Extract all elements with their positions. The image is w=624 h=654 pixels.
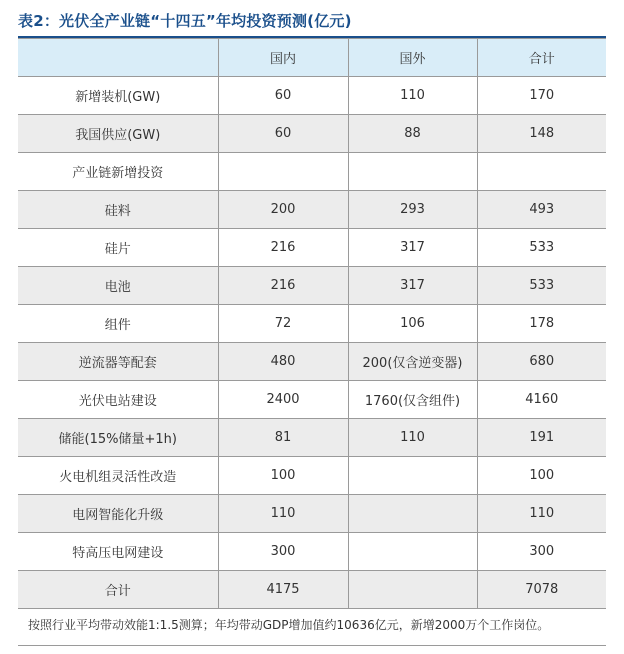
cell-foreign: 317 [348,267,477,305]
cell-domestic: 300 [218,533,348,571]
cell-domestic: 60 [218,77,348,115]
cell-total: 7078 [477,571,606,609]
cell-item-label: 我国供应(GW) [18,115,218,153]
cell-foreign: 110 [348,77,477,115]
table-row [18,305,606,343]
cell-foreign [348,533,477,571]
table-row [18,381,606,419]
table-row [18,191,606,229]
cell-total [477,153,606,191]
cell-domestic: 2400 [218,381,348,419]
cell-foreign: 293 [348,191,477,229]
cell-item-label: 火电机组灵活性改造 [18,457,218,495]
cell-total: 148 [477,115,606,153]
table-row [18,153,606,191]
cell-domestic: 100 [218,457,348,495]
cell-item-label: 特高压电网建设 [18,533,218,571]
cell-item-label: 产业链新增投资 [18,153,218,191]
cell-domestic [218,153,348,191]
cell-total: 100 [477,457,606,495]
investment-forecast-table [18,38,606,609]
table-row [18,495,606,533]
cell-foreign [348,495,477,533]
cell-item-label: 电池 [18,267,218,305]
cell-domestic: 60 [218,115,348,153]
cell-foreign: 1760(仅含组件) [348,381,477,419]
cell-total: 170 [477,77,606,115]
cell-foreign: 317 [348,229,477,267]
cell-domestic: 480 [218,343,348,381]
cell-item-label: 电网智能化升级 [18,495,218,533]
cell-item-label: 合计 [18,571,218,609]
cell-domestic: 81 [218,419,348,457]
table-row [18,267,606,305]
cell-total: 533 [477,229,606,267]
cell-item-label: 硅片 [18,229,218,267]
cell-foreign [348,153,477,191]
header-cell-foreign: 国外 [348,39,477,77]
cell-domestic: 216 [218,267,348,305]
footnote: 按照行业平均带动效能1:1.5测算；年均带动GDP增加值约10636亿元，新增2000万个工作岗位。 [18,604,606,646]
cell-total: 680 [477,343,606,381]
cell-total: 110 [477,495,606,533]
table-row [18,419,606,457]
header-cell-total: 合计 [477,39,606,77]
table-row [18,115,606,153]
header-cell-domestic: 国内 [218,39,348,77]
cell-item-label: 组件 [18,305,218,343]
cell-domestic: 4175 [218,571,348,609]
cell-total: 300 [477,533,606,571]
cell-total: 178 [477,305,606,343]
header-cell-item [18,39,218,77]
cell-foreign: 106 [348,305,477,343]
cell-domestic: 72 [218,305,348,343]
table-row [18,77,606,115]
table-body [18,77,606,609]
table-title: 表2：光伏全产业链“十四五”年均投资预测(亿元) [18,12,352,30]
cell-item-label: 光伏电站建设 [18,381,218,419]
header-row [18,39,606,77]
cell-foreign [348,457,477,495]
table-row [18,571,606,609]
table-row [18,533,606,571]
cell-item-label: 新增装机(GW) [18,77,218,115]
cell-foreign: 88 [348,115,477,153]
cell-item-label: 储能(15%储量+1h) [18,419,218,457]
cell-foreign [348,571,477,609]
cell-total: 4160 [477,381,606,419]
cell-foreign: 110 [348,419,477,457]
cell-total: 191 [477,419,606,457]
table-row [18,343,606,381]
cell-domestic: 110 [218,495,348,533]
table-title-bar [18,8,606,38]
cell-total: 533 [477,267,606,305]
table-row [18,229,606,267]
cell-item-label: 硅料 [18,191,218,229]
table-row [18,457,606,495]
cell-item-label: 逆流器等配套 [18,343,218,381]
cell-total: 493 [477,191,606,229]
cell-domestic: 200 [218,191,348,229]
cell-domestic: 216 [218,229,348,267]
cell-foreign: 200(仅含逆变器) [348,343,477,381]
